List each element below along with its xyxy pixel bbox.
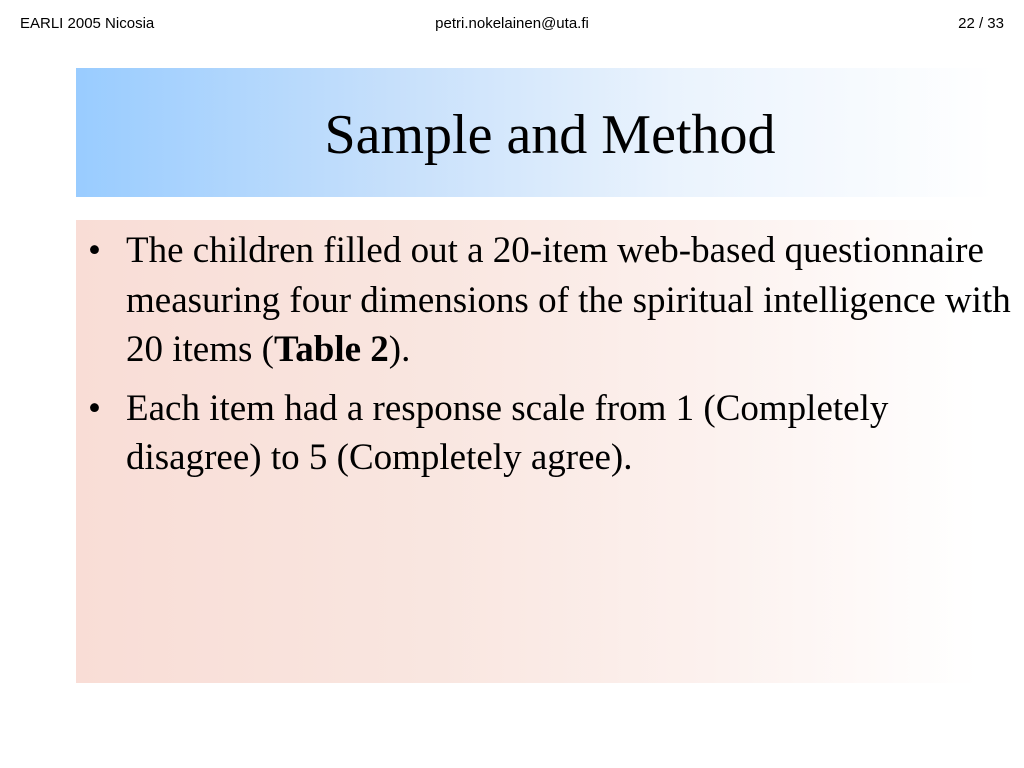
bullet-text: Each item had a response scale from 1 (Completely disagree) to 5 (Completely agree).	[126, 387, 889, 478]
slide-header	[0, 0, 1024, 50]
bullet-text-after: ).	[388, 329, 411, 370]
page-number: 22 / 33	[958, 15, 1004, 32]
bullet-list	[76, 226, 1016, 492]
bullet-icon: •	[88, 230, 101, 271]
slide-title: Sample and Method	[324, 104, 776, 166]
bullet-item-response-scale	[76, 384, 1016, 483]
bullet-text-before: The children filled out a 20-item web-based questionnaire measuring four dimensions of the spiritual intelligence with 20 items (	[126, 230, 1011, 370]
table-reference: Table 2	[273, 329, 389, 370]
conference-label: EARLI 2005 Nicosia	[20, 15, 155, 32]
author-email: petri.nokelainen@uta.fi	[435, 15, 589, 32]
bullet-icon: •	[88, 387, 101, 429]
bullet-item-questionnaire	[76, 226, 1016, 375]
